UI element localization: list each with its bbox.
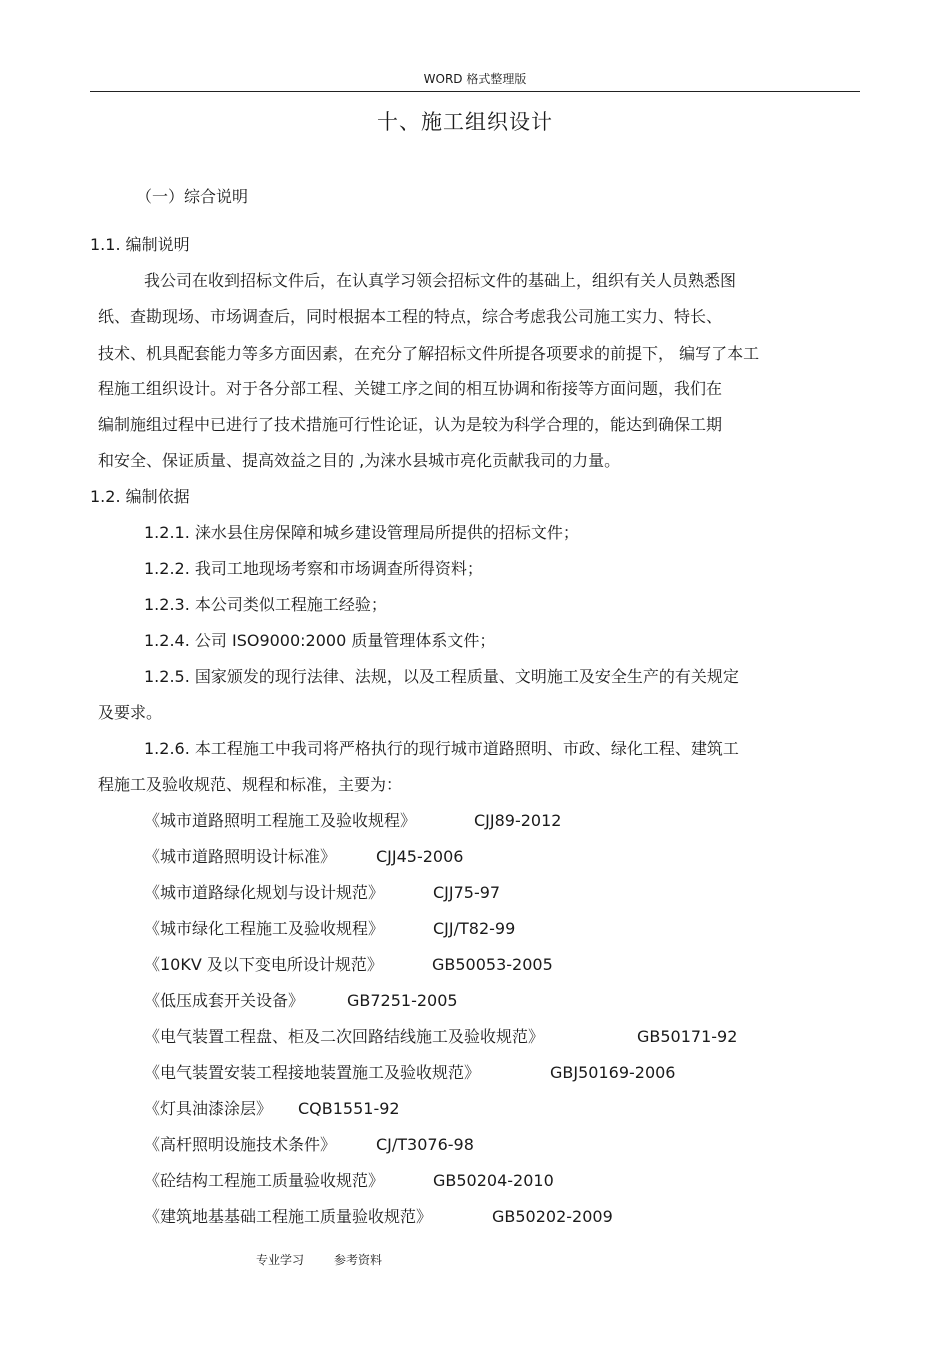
basis-item-continuation: 程施工及验收规范、规程和标准，主要为：	[98, 775, 403, 794]
standard-code: CJJ75-97	[433, 883, 501, 902]
standard-reference	[144, 882, 844, 904]
standard-code: CJJ45-2006	[376, 847, 464, 866]
standard-code: GB7251-2005	[347, 991, 458, 1010]
standard-code: CJ/T3076-98	[376, 1135, 474, 1154]
standard-name: 《城市道路绿化规划与设计规范》	[144, 883, 385, 902]
basis-item: 1.2.3. 本公司类似工程施工经验；	[144, 595, 387, 614]
standard-reference	[144, 1206, 844, 1228]
basis-item: 1.2.1. 涞水县住房保障和城乡建设管理局所提供的招标文件；	[144, 523, 579, 542]
document-title: 十、施工组织设计	[377, 110, 553, 134]
paragraph-line: 我公司在收到招标文件后，在认真学习领会招标文件的基础上，组织有关人员熟悉图	[144, 271, 737, 290]
section-heading: （一）综合说明	[136, 187, 249, 206]
standard-reference	[144, 918, 844, 940]
basis-item: 1.2.2. 我司工地现场考察和市场调查所得资料；	[144, 559, 483, 578]
standard-code: CJJ89-2012	[474, 811, 562, 830]
standard-reference	[144, 1134, 844, 1156]
standard-code: CQB1551-92	[298, 1099, 400, 1118]
heading-1-1: 1.1. 编制说明	[90, 235, 190, 254]
heading-1-2: 1.2. 编制依据	[90, 487, 190, 506]
standard-name: 《砼结构工程施工质量验收规范》	[144, 1171, 385, 1190]
standard-reference	[144, 1026, 844, 1048]
standard-name: 《城市道路照明设计标准》	[144, 847, 337, 866]
standard-name: 《低压成套开关设备》	[144, 991, 305, 1010]
standard-name: 《城市道路照明工程施工及验收规程》	[144, 811, 417, 830]
standard-name: 《城市绿化工程施工及验收规程》	[144, 919, 385, 938]
basis-item: 1.2.5. 国家颁发的现行法律、法规，以及工程质量、文明施工及安全生产的有关规定	[144, 667, 739, 686]
paragraph-line: 和安全、保证质量、提高效益之目的 ,为涞水县城市亮化贡献我司的力量。	[98, 451, 621, 470]
basis-item: 1.2.4. 公司 ISO9000:2000 质量管理体系文件；	[144, 631, 496, 650]
footer-right: 参考资料	[334, 1253, 383, 1267]
standard-name: 《电气装置工程盘、柜及二次回路结线施工及验收规范》	[144, 1027, 545, 1046]
standard-code: CJJ/T82-99	[433, 919, 516, 938]
standard-reference	[144, 1098, 844, 1120]
standard-name: 《建筑地基基础工程施工质量验收规范》	[144, 1207, 433, 1226]
basis-item-continuation: 及要求。	[98, 703, 163, 722]
header-rule	[90, 91, 860, 92]
standard-reference	[144, 810, 844, 832]
paragraph-line: 编制施组过程中已进行了技术措施可行性论证，认为是较为科学合理的，能达到确保工期	[98, 415, 723, 434]
basis-item: 1.2.6. 本工程施工中我司将严格执行的现行城市道路照明、市政、绿化工程、建筑工	[144, 739, 739, 758]
paragraph-line: 程施工组织设计。对于各分部工程、关键工序之间的相互协调和衔接等方面问题，我们在	[98, 379, 723, 398]
standard-reference	[144, 846, 844, 868]
standard-name: 《电气装置安装工程接地装置施工及验收规范》	[144, 1063, 481, 1082]
footer-left: 专业学习	[256, 1253, 305, 1267]
standard-code: GB50171-92	[637, 1027, 738, 1046]
standard-code: GB50053-2005	[432, 955, 553, 974]
standard-name: 《灯具油漆涂层》	[144, 1099, 273, 1118]
standard-name: 《10KV 及以下变电所设计规范》	[144, 955, 383, 974]
standard-reference	[144, 954, 844, 976]
standard-reference	[144, 990, 844, 1012]
standard-reference	[144, 1170, 844, 1192]
standard-reference	[144, 1062, 844, 1084]
paragraph-line: 技术、机具配套能力等多方面因素，在充分了解招标文件所提各项要求的前提下， 编写了本工	[98, 344, 760, 363]
standard-code: GB50202-2009	[492, 1207, 613, 1226]
page-header: WORD 格式整理版	[423, 72, 527, 86]
paragraph-line: 纸、查勘现场、市场调查后，同时根据本工程的特点，综合考虑我公司施工实力、特长、	[98, 307, 723, 326]
standard-code: GBJ50169-2006	[550, 1063, 676, 1082]
standard-code: GB50204-2010	[433, 1171, 554, 1190]
standard-name: 《高杆照明设施技术条件》	[144, 1135, 337, 1154]
